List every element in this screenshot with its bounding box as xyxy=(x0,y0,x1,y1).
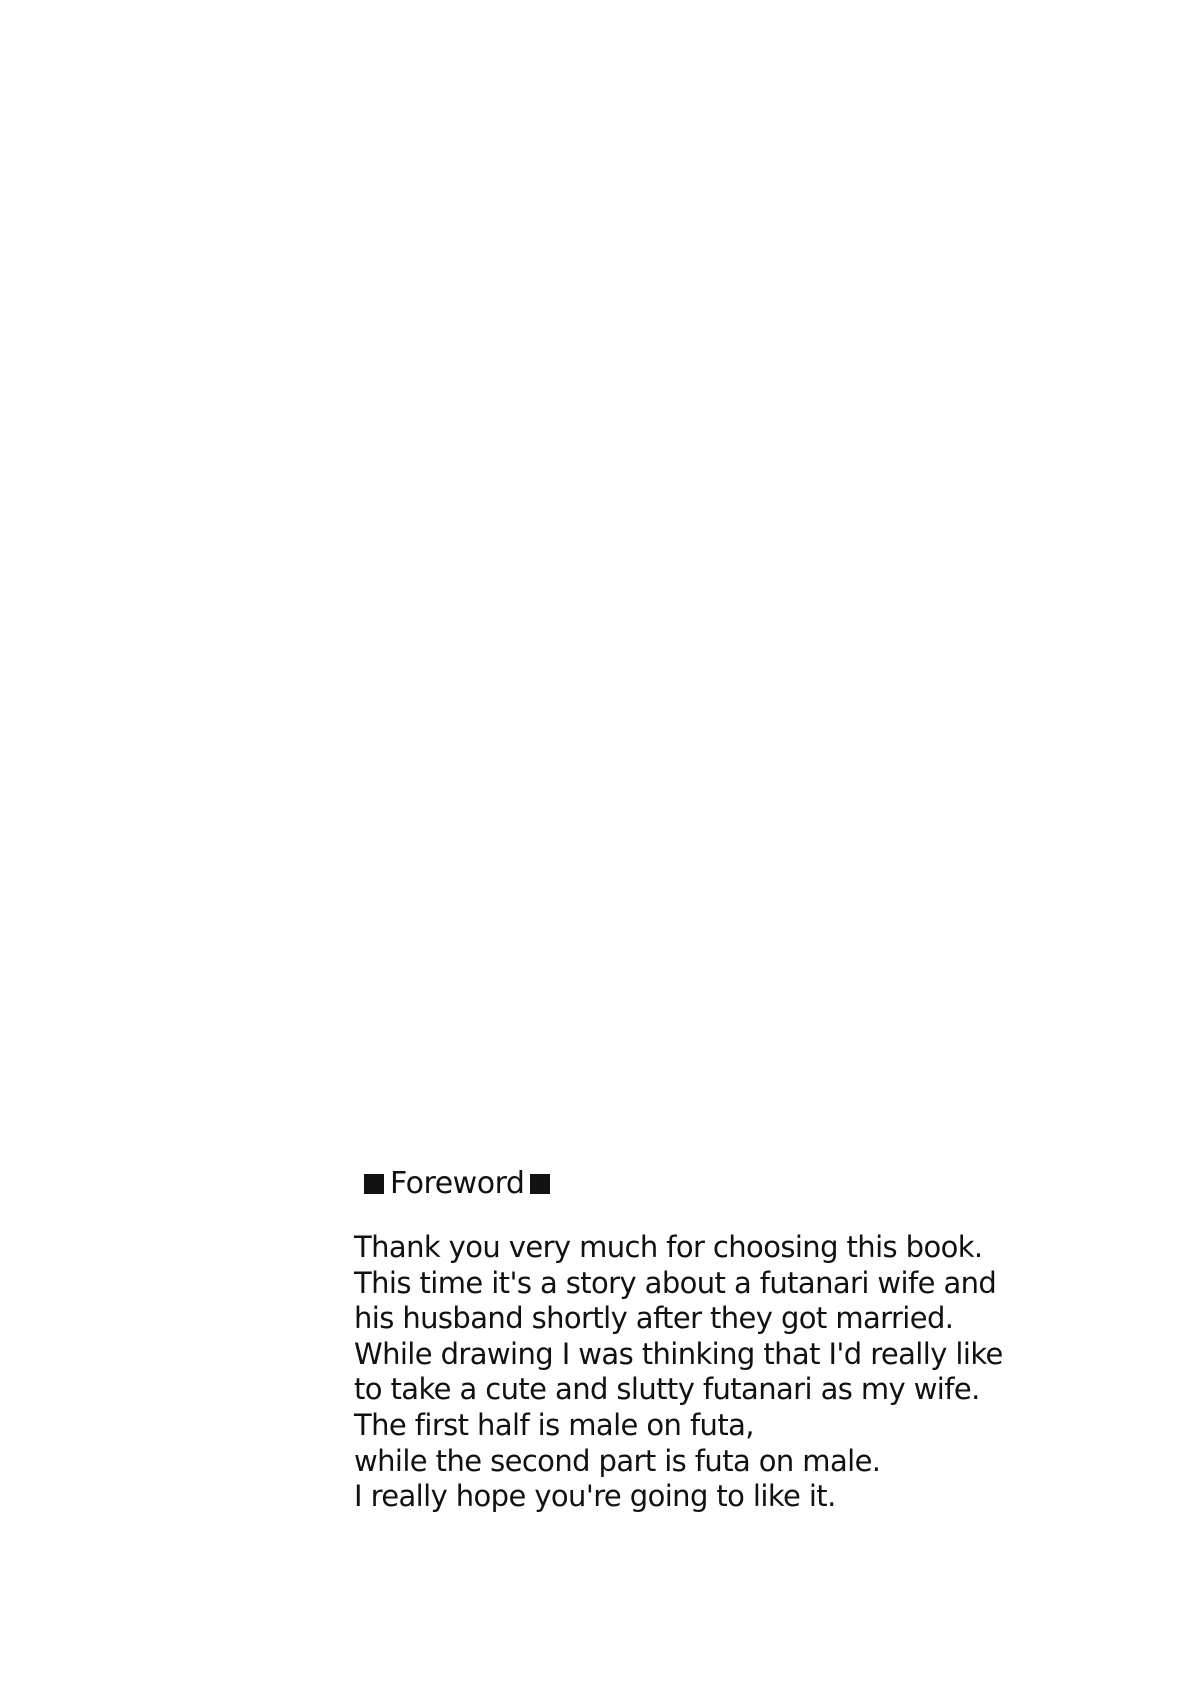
text-line: to take a cute and slutty futanari as my wife. xyxy=(354,1372,980,1407)
text-line: while the second part is futa on male. xyxy=(354,1443,881,1478)
foreword-title: Foreword xyxy=(390,1166,525,1201)
text-line: The first half is male on futa, xyxy=(354,1407,754,1442)
text-line: While drawing I was thinking that I'd really like xyxy=(354,1336,1003,1371)
square-bullet-icon xyxy=(364,1174,384,1194)
foreword-heading xyxy=(364,1166,550,1201)
text-line: This time it's a story about a futanari wife and xyxy=(354,1265,997,1300)
square-bullet-icon xyxy=(530,1174,550,1194)
text-line: Thank you very much for choosing this book. xyxy=(354,1230,983,1264)
text-line: I really hope you're going to like it. xyxy=(354,1479,836,1514)
foreword-body xyxy=(354,1230,1003,1515)
text-line: his husband shortly after they got married. xyxy=(354,1301,954,1336)
